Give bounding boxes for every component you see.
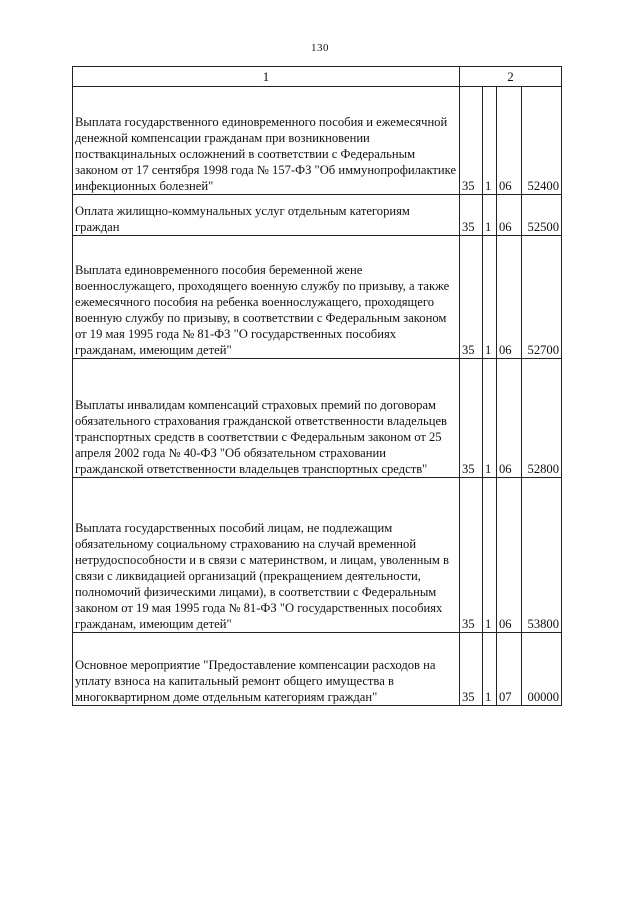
row-code-subprogram: 1 bbox=[483, 195, 497, 236]
table-row bbox=[73, 478, 562, 633]
row-code-program: 35 bbox=[460, 478, 483, 633]
row-code-direction: 52800 bbox=[522, 359, 562, 478]
row-code-direction: 52700 bbox=[522, 236, 562, 359]
row-description: Выплата единовременного пособия беременной жене военнослужащего, проходящего военную службу по призыву, а также ежемесячного пособия на ребенка военнослужащего, проходящего военную службу по призыву, в соответствии с Федеральным законом от 19 мая 1995 года № 81-ФЗ "О государственных пособиях гражданам, имеющим детей" bbox=[73, 236, 460, 359]
row-code-subprogram: 1 bbox=[483, 236, 497, 359]
row-code-event: 06 bbox=[497, 236, 522, 359]
row-description: Оплата жилищно-коммунальных услуг отдельным категориям граждан bbox=[73, 195, 460, 236]
table-row bbox=[73, 87, 562, 195]
header-col-1: 1 bbox=[73, 67, 460, 87]
row-code-direction: 53800 bbox=[522, 478, 562, 633]
row-code-subprogram: 1 bbox=[483, 87, 497, 195]
row-code-subprogram: 1 bbox=[483, 478, 497, 633]
row-code-direction: 52500 bbox=[522, 195, 562, 236]
table-row bbox=[73, 633, 562, 706]
row-description: Выплата государственных пособий лицам, не подлежащим обязательному социальному страхованию на случай временной нетрудоспособности и в связи с материнством, и лицам, уволенным в связи с ликвидацией организаций (прекращением деятельности, полномочий физическими лицами), в соответствии с Федеральным законом от 19 мая 1995 года № 81-ФЗ "О государственных пособиях гражданам, имеющим детей" bbox=[73, 478, 460, 633]
page-number: 130 bbox=[311, 42, 329, 54]
row-code-direction: 52400 bbox=[522, 87, 562, 195]
header-col-2: 2 bbox=[460, 67, 562, 87]
row-description: Выплата государственного единовременного пособия и ежемесячной денежной компенсации гражданам при возникновении поствакцинальных осложнений в соответствии с Федеральным законом от 17 сентября 1998 года № 157-ФЗ "Об иммунопрофилактике инфекционных болезней" bbox=[73, 87, 460, 195]
row-code-event: 06 bbox=[497, 195, 522, 236]
table-row bbox=[73, 359, 562, 478]
table-row bbox=[73, 236, 562, 359]
table-row bbox=[73, 195, 562, 236]
budget-table bbox=[72, 66, 562, 706]
row-code-direction: 00000 bbox=[522, 633, 562, 706]
row-code-event: 06 bbox=[497, 478, 522, 633]
row-code-event: 07 bbox=[497, 633, 522, 706]
row-code-program: 35 bbox=[460, 195, 483, 236]
table-header-row bbox=[73, 67, 562, 87]
row-code-subprogram: 1 bbox=[483, 359, 497, 478]
row-code-subprogram: 1 bbox=[483, 633, 497, 706]
row-code-event: 06 bbox=[497, 87, 522, 195]
row-code-program: 35 bbox=[460, 87, 483, 195]
row-code-program: 35 bbox=[460, 236, 483, 359]
row-code-program: 35 bbox=[460, 359, 483, 478]
row-code-event: 06 bbox=[497, 359, 522, 478]
row-code-program: 35 bbox=[460, 633, 483, 706]
row-description: Выплаты инвалидам компенсаций страховых премий по договорам обязательного страхования гражданской ответственности владельцев транспортных средств в соответствии с Федеральным законом от 25 апреля 2002 года № 40-ФЗ "Об обязательном страховании гражданской ответственности владельцев транспортных средств" bbox=[73, 359, 460, 478]
row-description: Основное мероприятие "Предоставление компенсации расходов на уплату взноса на капитальный ремонт общего имущества в многоквартирном доме отдельным категориям граждан" bbox=[73, 633, 460, 706]
